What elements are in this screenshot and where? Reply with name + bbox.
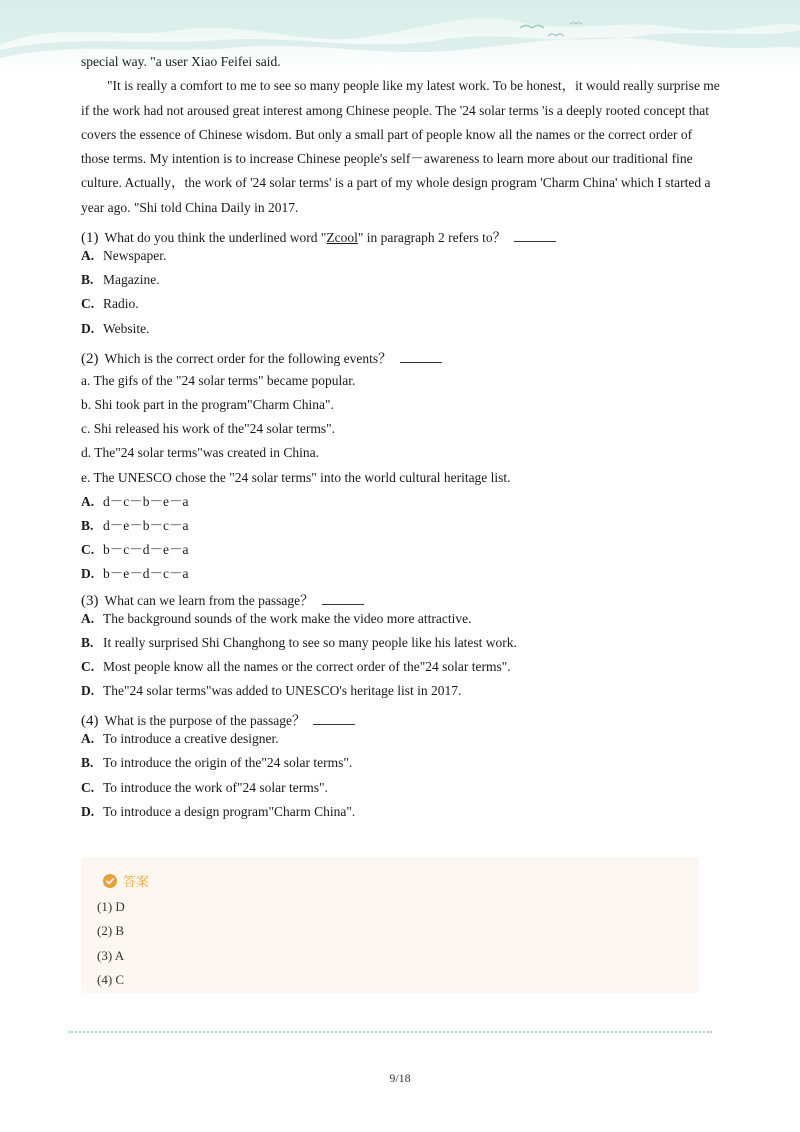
question-number: (1) bbox=[81, 230, 99, 247]
check-circle-icon bbox=[103, 874, 117, 888]
event-item: e. The UNESCO chose the "24 solar terms" into the world cultural heritage list. bbox=[81, 469, 511, 485]
answer-header bbox=[103, 871, 149, 890]
option-a[interactable]: A. d－c－b－e－a bbox=[81, 493, 189, 509]
question-number: (3) bbox=[81, 592, 99, 609]
option-b[interactable]: B. To introduce the origin of the"24 solar terms". bbox=[81, 755, 353, 771]
passage-line: special way. "a user Xiao Feifei said. bbox=[81, 54, 281, 69]
question-text: What do you think the underlined word "Zcool" in paragraph 2 refers to？ bbox=[104, 230, 507, 246]
question-2 bbox=[81, 347, 721, 369]
answer-box bbox=[81, 857, 699, 993]
event-item: b. Shi took part in the program"Charm China". bbox=[81, 397, 334, 413]
question-number: (4) bbox=[81, 713, 99, 730]
option-b[interactable]: B. d－e－b－c－a bbox=[81, 517, 189, 533]
event-item: c. Shi released his work of the"24 solar terms". bbox=[81, 421, 335, 437]
footer-divider bbox=[68, 1031, 712, 1033]
underlined-word: Zcool bbox=[326, 230, 358, 246]
option-b[interactable]: B. It really surprised Shi Changhong to see so many people like his latest work. bbox=[81, 634, 517, 650]
option-c[interactable]: C. b－c－d－e－a bbox=[81, 542, 189, 558]
option-c[interactable]: C. To introduce the work of"24 solar terms". bbox=[81, 779, 328, 795]
answer-item: (4) C bbox=[97, 971, 125, 987]
question-text: Which is the correct order for the following events？ bbox=[104, 350, 392, 366]
option-d[interactable]: D. b－e－d－c－a bbox=[81, 566, 189, 582]
answer-item: (2) B bbox=[97, 923, 125, 939]
question-4 bbox=[81, 709, 721, 731]
option-a[interactable]: A. The background sounds of the work make the video more attractive. bbox=[81, 610, 472, 626]
answer-title: 答案 bbox=[123, 875, 150, 890]
answer-item: (1) D bbox=[97, 899, 125, 914]
option-b[interactable]: B. Magazine. bbox=[81, 272, 160, 288]
option-d[interactable]: D. To introduce a design program"Charm China". bbox=[81, 803, 356, 819]
page-number: 9/18 bbox=[389, 1071, 411, 1085]
answer-blank bbox=[514, 240, 556, 242]
question-3 bbox=[81, 589, 721, 611]
option-c[interactable]: C. Most people know all the names or the correct order of the"24 solar terms". bbox=[81, 658, 511, 674]
question-1 bbox=[81, 226, 721, 248]
question-number: (2) bbox=[81, 350, 99, 367]
question-text: What is the purpose of the passage？ bbox=[104, 713, 306, 729]
event-item: a. The gifs of the "24 solar terms" became popular. bbox=[81, 372, 356, 388]
option-d[interactable]: D. The"24 solar terms"was added to UNESCO's heritage list in 2017. bbox=[81, 683, 462, 699]
option-d[interactable]: D. Website. bbox=[81, 320, 150, 336]
option-a[interactable]: A. To introduce a creative designer. bbox=[81, 731, 279, 747]
question-text: What can we learn from the passage？ bbox=[104, 592, 314, 608]
passage-paragraph: "It is really a comfort to me to see so many people like my latest work. To be honest，it would really surprise me if the work had not aroused great interest among Chinese people. The '24 solar terms 'is a deeply rooted concept that covers the essence of Chinese wisdom. But only a small part of people know all the names or the correct order of those terms. My intention is to increase Chinese people's self－awareness to learn more about our traditional fine culture. Actually，the work of '24 solar terms' is a part of my whole design program 'Charm China' which I started a year ago. "Shi told China Daily in 2017. bbox=[81, 78, 720, 215]
exam-content bbox=[81, 50, 721, 828]
answer-blank bbox=[322, 603, 364, 605]
option-a[interactable]: A. Newspaper. bbox=[81, 248, 167, 264]
answer-blank bbox=[400, 361, 442, 363]
option-c[interactable]: C. Radio. bbox=[81, 296, 139, 312]
answer-item: (3) A bbox=[97, 947, 125, 963]
event-item: d. The"24 solar terms"was created in China. bbox=[81, 445, 319, 461]
answer-list bbox=[97, 895, 125, 992]
answer-blank bbox=[313, 723, 355, 725]
